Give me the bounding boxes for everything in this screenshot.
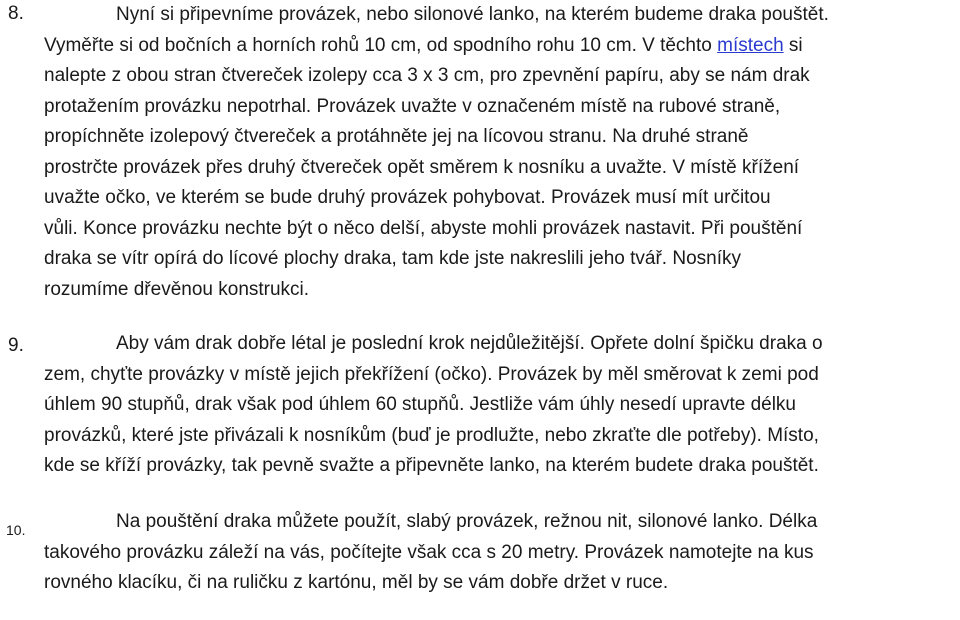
item-paragraph [44, 329, 954, 482]
paragraph-line: kde se kříží provázky, tak pevně svažte a připevněte lanko, na kterém budete draka pouštět. [44, 455, 819, 476]
paragraph-line: nalepte z obou stran čtvereček izolepy cca 3 x 3 cm, pro zpevnění papíru, aby se nám drak [44, 65, 810, 86]
paragraph-line: rozumíme dřevěnou konstrukci. [44, 278, 310, 300]
item-paragraph [44, 0, 954, 305]
paragraph-line: protažením provázku nepotrhal. Provázek uvažte v označeném místě na rubové straně, [44, 95, 781, 117]
paragraph-line: prostrčte provázek přes druhý čtvereček opět směrem k nosníku a uvažte. V místě křížení [44, 156, 800, 178]
paragraph-line: draka se vítr opírá do lícové plochy draka, tam kde jste nakreslili jeho tvář. Nosníky [44, 248, 741, 269]
paragraph-line: rovného klacíku, či na ruličku z kartónu, měl by se vám dobře držet v ruce. [44, 572, 669, 593]
paragraph-line: zem, chyťte provázky v místě jejich překřížení (očko). Provázek by měl směrovat k zemi pod [44, 363, 819, 385]
paragraph-line-with-link [44, 31, 954, 62]
paragraph-line: Aby vám drak dobře létal je poslední krok nejdůležitější. Opřete dolní špičku draka o [116, 333, 823, 354]
paragraph-line: Na pouštění draka můžete použít, slabý provázek, režnou nit, silonové lanko. Délka [116, 511, 818, 532]
paragraph-line: propíchněte izolepový čtvereček a protáhněte jej na lícovou stranu. Na druhé straně [44, 126, 749, 147]
item-number: 8. [8, 3, 24, 24]
item-paragraph [44, 507, 954, 599]
paragraph-line: provázků, které jste přivázali k nosníkům (buď je prodlužte, nebo zkraťte dle potřeby). Místo, [44, 424, 819, 446]
paragraph-line: Vyměřte si od bočních a horních rohů 10 cm, od spodního rohu 10 cm. V těchto [44, 34, 718, 56]
paragraph-line: Nyní si připevníme provázek, nebo silonové lanko, na kterém budeme draka pouštět. [116, 4, 829, 25]
link-suffix: si [783, 34, 803, 56]
paragraph-line: vůli. Konce provázku nechte být o něco delší, abyste mohli provázek nastavit. Při pouštění [44, 217, 803, 239]
paragraph-line: úhlem 90 stupňů, drak však pod úhlem 60 stupňů. Jestliže vám úhly nesedí upravte délku [44, 394, 796, 415]
mistech-link[interactable]: místech [717, 34, 784, 56]
paragraph-line: takového provázku záleží na vás, počítejte však cca s 20 metry. Provázek namotejte na kus [44, 541, 814, 563]
item-number: 9. [8, 335, 24, 356]
item-number: 10. [6, 522, 26, 538]
paragraph-line: uvažte očko, ve kterém se bude druhý provázek pohybovat. Provázek musí mít určitou [44, 187, 771, 208]
